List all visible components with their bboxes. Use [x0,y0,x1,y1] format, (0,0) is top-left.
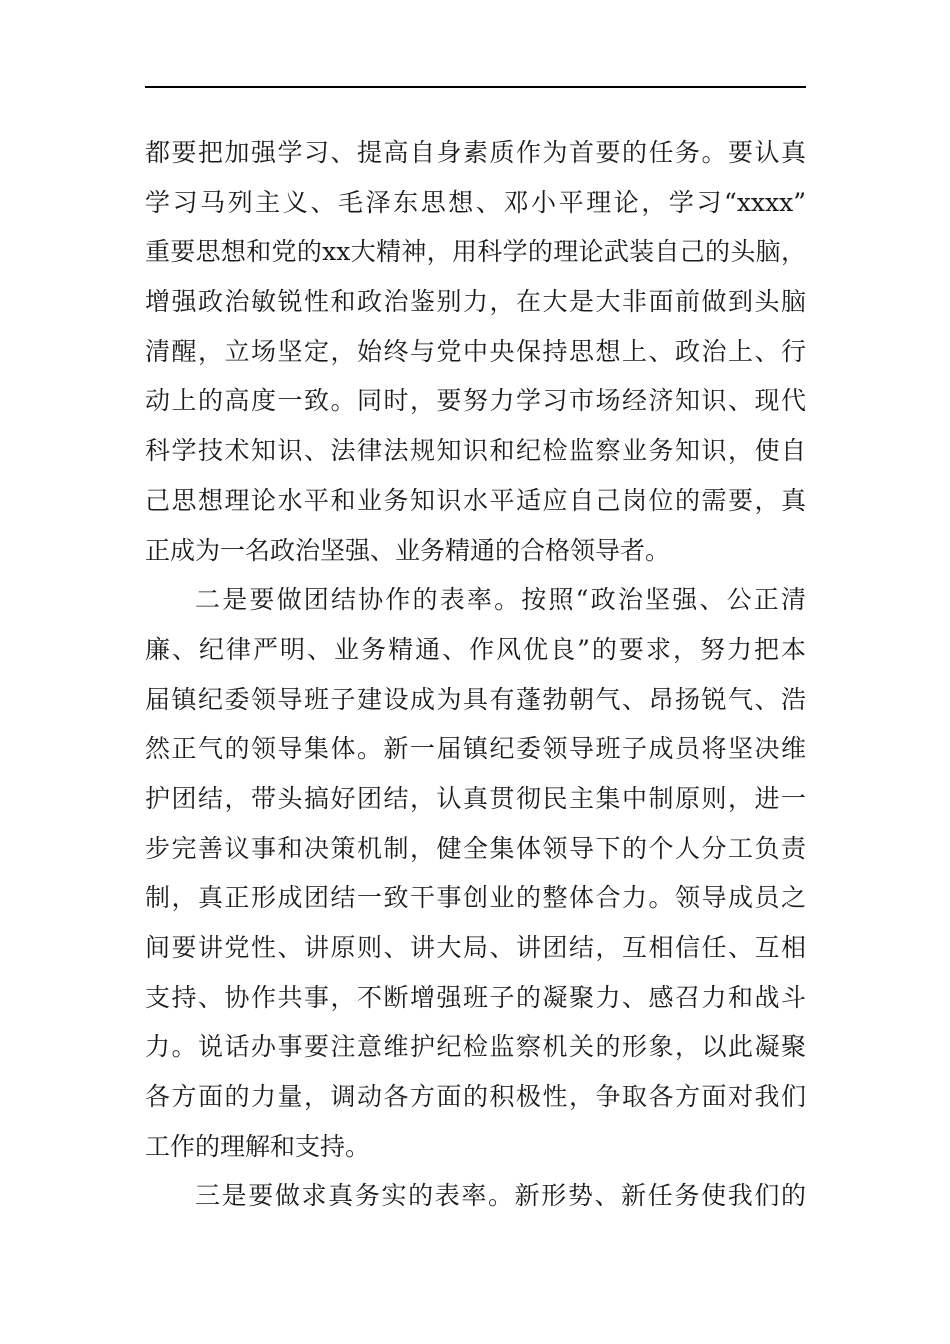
text-line: 间要讲党性、讲原则、讲大局、讲团结，互相信任、互相 [145,933,806,962]
text-line: 都要把加强学习、提高自身素质作为首要的任务。要认真 [145,138,806,167]
text-line: 力。说话办事要注意维护纪检监察机关的形象，以此凝聚 [145,1032,806,1062]
text-line: 制，真正形成团结一致干事创业的整体合力。领导成员之 [145,883,806,913]
text-line: 三是要做求真务实的表率。新形势、新任务使我们的 [195,1181,806,1211]
text-line: 学习马列主义、毛泽东思想、邓小平理论，学习“xxxx” [145,187,806,217]
text-line: 二是要做团结协作的表率。按照“政治坚强、公正清 [195,585,806,615]
text-line: 步完善议事和决策机制，健全集体领导下的个人分工负责 [145,833,806,863]
text-line: 重要思想和党的xx大精神，用科学的理论武装自己的头脑， [145,237,806,267]
body-text [145,128,806,1221]
text-line: 科学技术知识、法律法规知识和纪检监察业务知识，使自 [145,436,806,466]
text-line: 届镇纪委领导班子建设成为具有蓬勃朝气、昂扬锐气、浩 [145,684,806,714]
text-line: 然正气的领导集体。新一届镇纪委领导班子成员将坚决维 [145,734,806,764]
text-line: 正成为一名政治坚强、业务精通的合格领导者。 [145,535,671,565]
text-line: 增强政治敏锐性和政治鉴别力，在大是大非面前做到头脑 [145,287,806,317]
text-line: 护团结，带头搞好团结，认真贯彻民主集中制原则，进一 [145,783,806,813]
text-line: 支持、协作共事，不断增强班子的凝聚力、感召力和战斗 [145,982,806,1012]
header-rule [145,86,806,88]
text-line: 廉、纪律严明、业务精通、作风优良”的要求，努力把本 [145,634,806,664]
text-line: 清醒，立场坚定，始终与党中央保持思想上、政治上、行 [145,336,806,366]
text-line: 各方面的力量，调动各方面的积极性，争取各方面对我们 [145,1082,806,1112]
text-line: 工作的理解和支持。 [145,1131,371,1161]
text-line: 动上的高度一致。同时，要努力学习市场经济知识、现代 [145,386,806,416]
text-line: 己思想理论水平和业务知识水平适应自己岗位的需要，真 [145,485,806,515]
